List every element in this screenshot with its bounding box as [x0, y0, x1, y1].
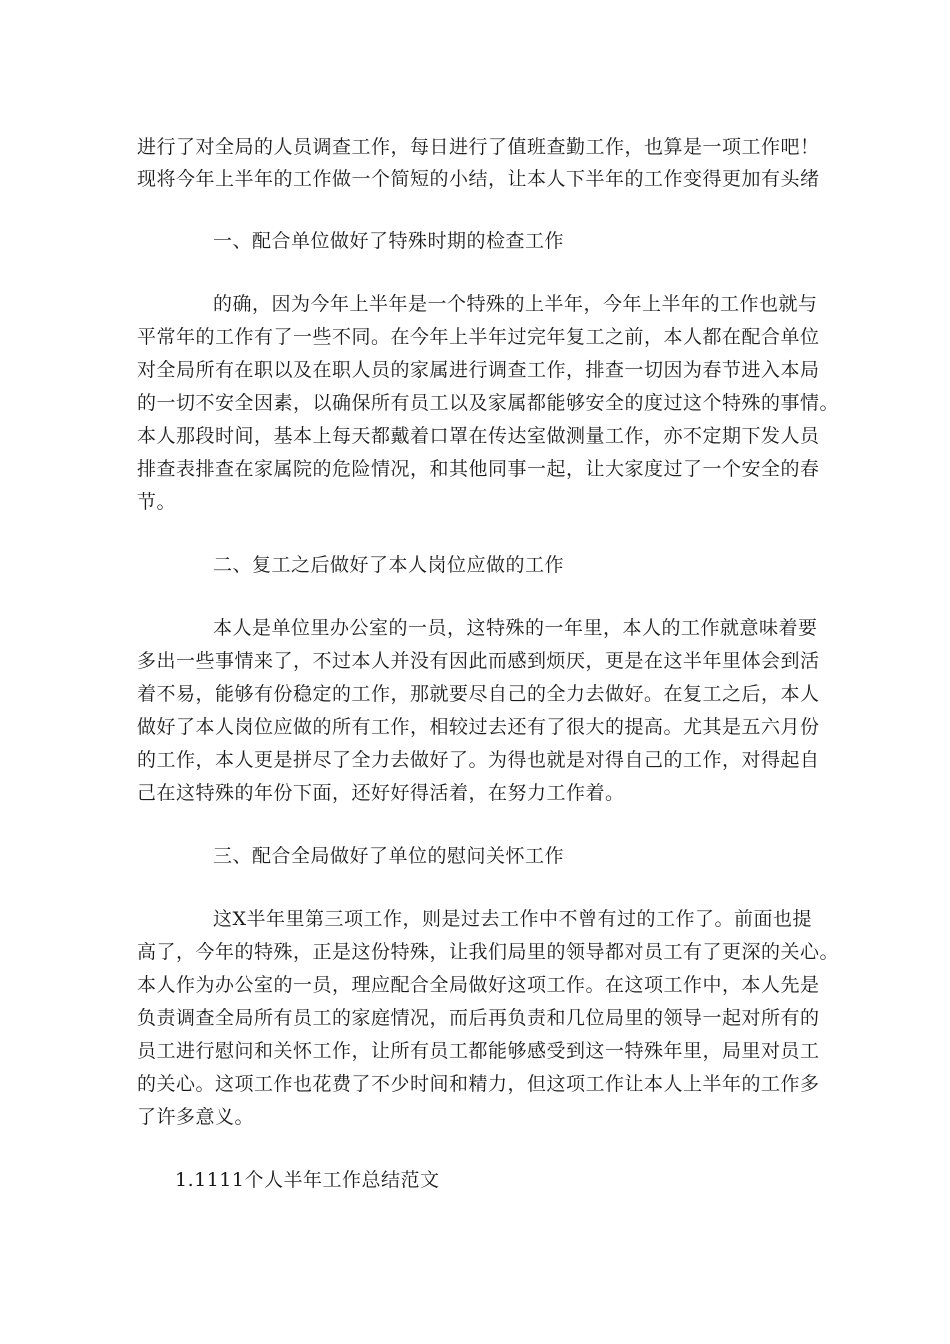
section-heading-2: 二、复工之后做好了本人岗位应做的工作 — [213, 554, 565, 576]
paragraph-line: 着不易，能够有份稳定的工作，那就要尽自己的全力去做好。在复工之后，本人 — [137, 683, 820, 705]
section-paragraph-2 — [137, 612, 820, 810]
paragraph-line: 这X半年里第三项工作，则是过去工作中不曾有过的工作了。前面也提 — [213, 908, 813, 930]
section-heading-1: 一、配合单位做好了特殊时期的检查工作 — [213, 230, 565, 252]
paragraph-line: 平常年的工作有了一些不同。在今年上半年过完年复工之前，本人都在配合单位 — [137, 326, 820, 348]
paragraph-line: 负责调查全局所有员工的家庭情况，而后再负责和几位局里的领导一起对所有的 — [137, 1007, 820, 1029]
paragraph-line: 高了，今年的特殊，正是这份特殊，让我们局里的领导都对员工有了更深的关心。 — [137, 941, 840, 963]
intro-line: 现将今年上半年的工作做一个简短的小结，让本人下半年的工作变得更加有头绪 — [137, 168, 820, 190]
paragraph-line: 排查表排查在家属院的危险情况，和其他同事一起，让大家度过了一个安全的春 — [137, 458, 820, 480]
intro-paragraph — [137, 131, 820, 195]
paragraph-line: 了许多意义。 — [137, 1106, 255, 1128]
document-body — [137, 131, 840, 1196]
section-heading-3: 三、配合全局做好了单位的慰问关怀工作 — [213, 845, 565, 867]
paragraph-line: 对全局所有在职以及在职人员的家属进行调查工作，排查一切因为春节进入本局 — [137, 359, 820, 381]
next-article-title: 1.1111个人半年工作总结范文 — [175, 1169, 440, 1191]
paragraph-line: 本人那段时间，基本上每天都戴着口罩在传达室做测量工作，亦不定期下发人员 — [137, 425, 820, 447]
paragraph-line: 的一切不安全因素，以确保所有员工以及家属都能够安全的度过这个特殊的事情。 — [137, 392, 840, 414]
section-paragraph-1 — [137, 288, 840, 519]
paragraph-line: 多出一些事情来了，不过本人并没有因此而感到烦厌，更是在这半年里体会到活 — [137, 650, 820, 672]
paragraph-line: 做好了本人岗位应做的所有工作，相较过去还有了很大的提高。尤其是五六月份 — [137, 716, 820, 738]
paragraph-line: 节。 — [137, 491, 177, 513]
paragraph-line: 本人作为办公室的一员，理应配合全局做好这项工作。在这项工作中，本人先是 — [137, 974, 820, 996]
paragraph-line: 己在这特殊的年份下面，还好好得活着，在努力工作着。 — [137, 782, 625, 804]
paragraph-line: 的工作，本人更是拼尽了全力去做好了。为得也就是对得自己的工作，对得起自 — [137, 749, 820, 771]
intro-line: 进行了对全局的人员调查工作，每日进行了值班查勤工作，也算是一项工作吧！ — [137, 136, 820, 158]
paragraph-line: 的确，因为今年上半年是一个特殊的上半年，今年上半年的工作也就与 — [213, 293, 818, 315]
section-paragraph-3 — [137, 903, 840, 1134]
paragraph-line: 本人是单位里办公室的一员，这特殊的一年里，本人的工作就意味着要 — [213, 617, 818, 639]
paragraph-line: 员工进行慰问和关怀工作，让所有员工都能够感受到这一特殊年里，局里对员工 — [137, 1040, 820, 1062]
paragraph-line: 的关心。这项工作也花费了不少时间和精力，但这项工作让本人上半年的工作多 — [137, 1073, 820, 1095]
